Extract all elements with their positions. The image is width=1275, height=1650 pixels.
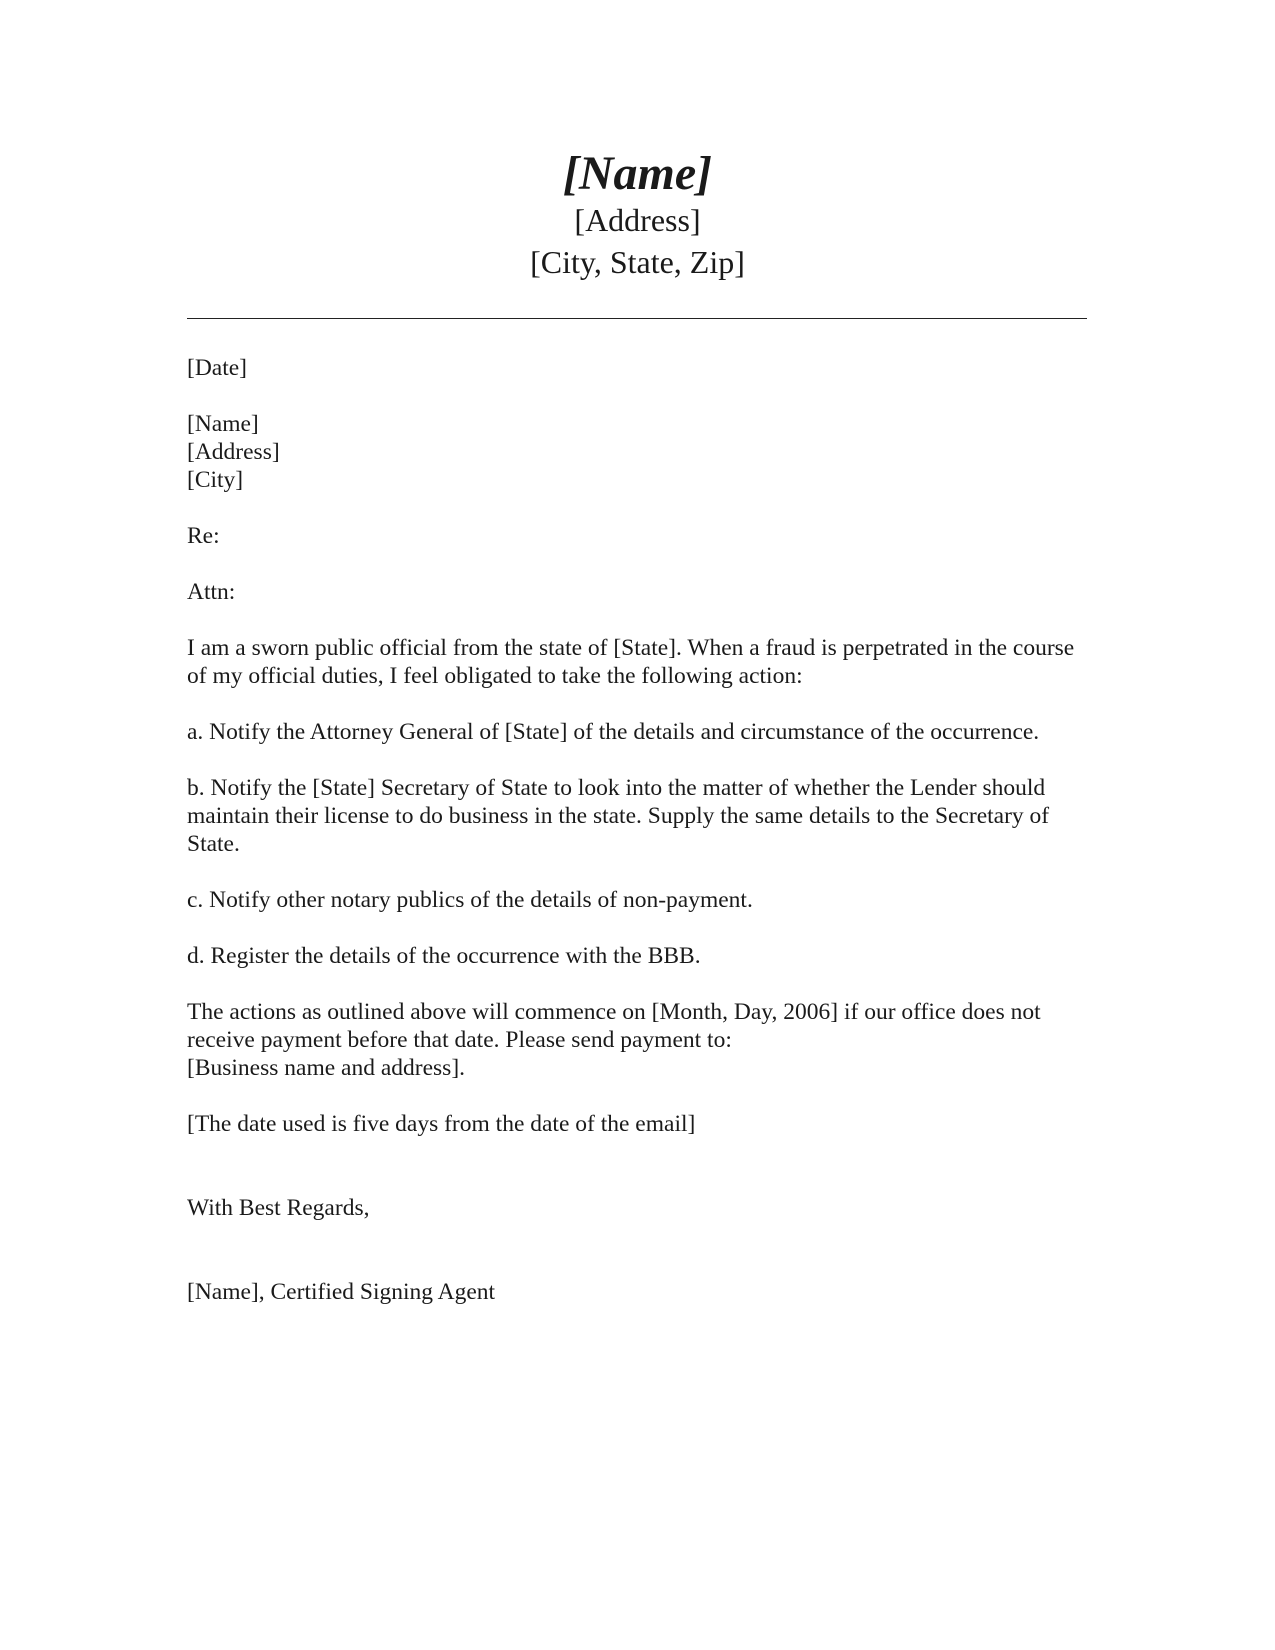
commence-paragraph bbox=[187, 998, 1087, 1082]
action-item-b: b. Notify the [State] Secretary of State to look into the matter of whether the Lender should maintain their license to do business in the state. Supply the same details to the Secretary of State. bbox=[187, 775, 1050, 857]
payment-address: [Business name and address]. bbox=[187, 1055, 466, 1081]
letter-date: [Date] bbox=[187, 355, 248, 381]
action-item-d: d. Register the details of the occurrence with the BBB. bbox=[187, 943, 701, 969]
re-line: Re: bbox=[187, 523, 220, 549]
recipient-name: [Name] bbox=[187, 411, 259, 437]
action-item-c: c. Notify other notary publics of the details of non-payment. bbox=[187, 887, 753, 913]
letter-body bbox=[187, 354, 1087, 1334]
attn-line: Attn: bbox=[187, 579, 236, 605]
intro-paragraph: I am a sworn public official from the state of [State]. When a fraud is perpetrated in the course of my official duties, I feel obligated to take the following action: bbox=[187, 635, 1075, 689]
closing-line: With Best Regards, bbox=[187, 1195, 370, 1221]
recipient-city: [City] bbox=[187, 467, 244, 493]
action-item-a: a. Notify the Attorney General of [State] of the details and circumstance of the occurrence. bbox=[187, 719, 1040, 745]
signature-line: [Name], Certified Signing Agent bbox=[187, 1279, 496, 1305]
letterhead-name: [Name] bbox=[562, 147, 713, 200]
commence-text: The actions as outlined above will commence on [Month, Day, 2006] if our office does not receive payment before that date. Please send payment to: bbox=[187, 999, 1041, 1053]
date-note: [The date used is five days from the date of the email] bbox=[187, 1111, 696, 1137]
recipient-block bbox=[187, 410, 1087, 494]
recipient-address: [Address] bbox=[187, 439, 280, 465]
letterhead-city-state-zip: [City, State, Zip] bbox=[530, 244, 745, 280]
letterhead-divider bbox=[187, 318, 1087, 319]
letterhead-address: [Address] bbox=[574, 202, 701, 238]
